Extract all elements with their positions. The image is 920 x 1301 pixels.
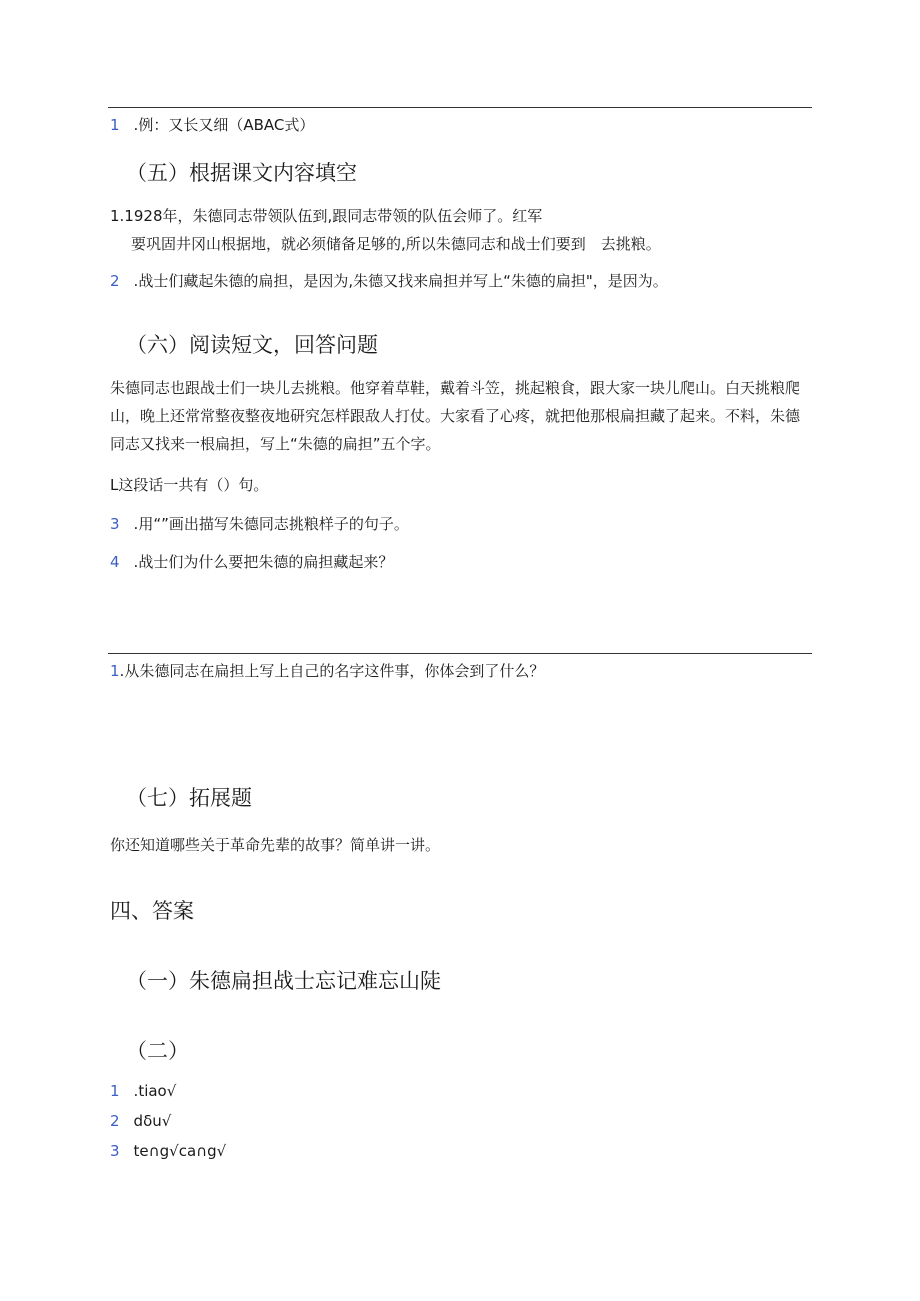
section5-q2 [110, 270, 668, 291]
question-abac [110, 114, 314, 135]
section6-q5 [110, 660, 544, 681]
section7-title: （七）拓展题 [126, 786, 252, 810]
question-text: .例：又长又细（ABAC式） [133, 116, 315, 134]
middle-rule [108, 653, 812, 654]
answer-number: 3 [110, 1142, 120, 1160]
question-text: .用“”画出描写朱德同志挑粮样子的句子。 [133, 515, 409, 533]
answer-text: .tiao√ [133, 1082, 177, 1100]
section6-q4 [110, 551, 393, 572]
section7-text: 你还知道哪些关于革命先辈的故事？简单讲一讲。 [110, 836, 441, 854]
answer-item [110, 1112, 171, 1130]
question-number: 3 [110, 515, 120, 533]
reading-passage: 朱德同志也跟战士们一块儿去挑粮。他穿着草鞋，戴着斗笠，挑起粮食，跟大家一块儿爬山。白天挑粮爬山，晚上还常常整夜整夜地研究怎样跟敌人打仗。大家看了心疼，就把他那根扁担藏了起来。不料，朱德同志又找来一根扁担，写上“朱德的扁担”五个字。 [110, 379, 801, 453]
question-text: .战士们为什么要把朱德的扁担藏起来？ [133, 553, 394, 571]
question-number: 1 [110, 116, 120, 134]
section5-q1-line2: 要巩固井冈山根据地，就必须储备足够的,所以朱德同志和战士们要到 去挑粮。 [131, 235, 661, 253]
section5-title: （五）根据课文内容填空 [126, 161, 357, 185]
answer-item [110, 1142, 226, 1160]
question-text: .战士们藏起朱德的扁担，是因为,朱德又找来扁担并写上“朱德的扁担"，是因为。 [133, 272, 668, 290]
answers-part1: （一）朱德扁担战士忘记难忘山陡 [126, 969, 441, 993]
section6-q3 [110, 513, 409, 534]
question-number: 4 [110, 553, 120, 571]
answer-text: te∩g√ca∩g√ [133, 1142, 227, 1160]
section6-q1: L这段话一共有（）句。 [110, 476, 269, 494]
answer-text: dδu√ [133, 1112, 172, 1130]
question-text: .从朱德同志在扁担上写上自己的名字这件事，你体会到了什么？ [119, 662, 545, 680]
question-number: 2 [110, 272, 120, 290]
question-number: 1 [110, 662, 120, 680]
answers-title: 四、答案 [110, 899, 194, 923]
answer-number: 1 [110, 1082, 120, 1100]
answer-number: 2 [110, 1112, 120, 1130]
answers-part2: （二） [126, 1039, 189, 1063]
section5-q1-line1: 1.1928年，朱德同志带领队伍到,跟同志带领的队伍会师了。红军 [110, 207, 543, 225]
section6-title: （六）阅读短文，回答问题 [126, 333, 378, 357]
answer-item [110, 1082, 176, 1100]
top-rule [108, 107, 812, 108]
